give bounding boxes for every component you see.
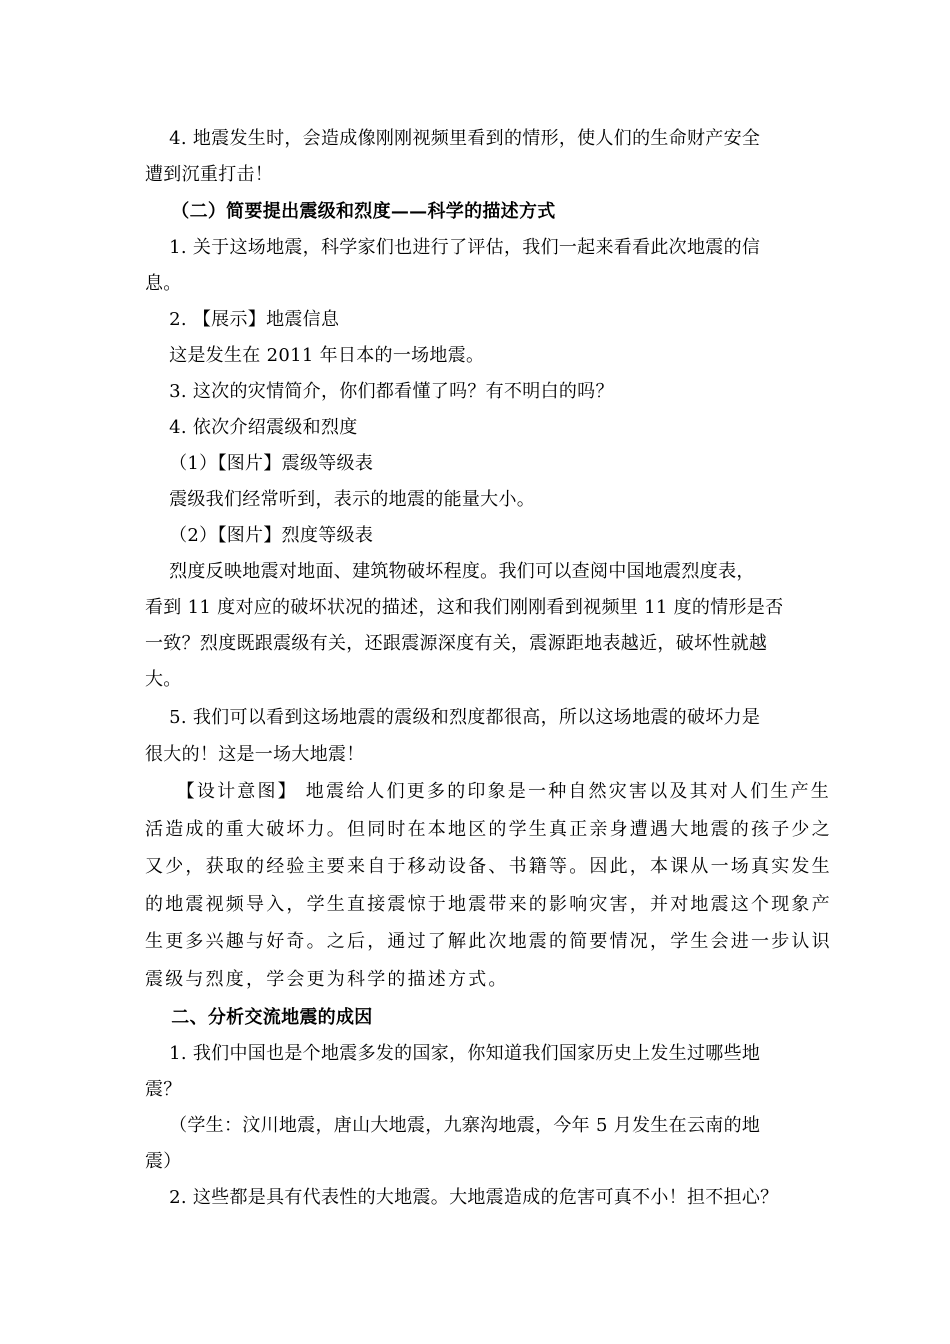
paragraph-line: 一致？烈度既跟震级有关，还跟震源深度有关，震源距地表越近，破坏性就越 — [145, 633, 768, 654]
design-intent-line: 活造成的重大破坏力。但同时在本地区的学生真正亲身遭遇大地震的孩子少之 — [145, 819, 832, 840]
paragraph-line: （1）【图片】震级等级表 — [145, 453, 374, 474]
paragraph-line: 1. 关于这场地震，科学家们也进行了评估，我们一起来看看此次地震的信 — [145, 237, 761, 258]
paragraph-line: 大。 — [145, 669, 182, 690]
design-intent-line: 又少，获取的经验主要来自于移动设备、书籍等。因此，本课从一场真实发生 — [145, 856, 832, 877]
paragraph-line: （学生：汶川地震，唐山大地震，九寨沟地震，今年 5 月发生在云南的地 — [145, 1115, 761, 1136]
paragraph-line: 5. 我们可以看到这场地震的震级和烈度都很高，所以这场地震的破坏力是 — [145, 707, 761, 728]
paragraph-line: （2）【图片】烈度等级表 — [145, 525, 374, 546]
paragraph-line: 震？ — [145, 1079, 182, 1100]
paragraph-line: 震） — [145, 1151, 182, 1172]
paragraph-line: 4. 依次介绍震级和烈度 — [145, 417, 358, 438]
design-intent-line: 生更多兴趣与好奇。之后，通过了解此次地震的简要情况，学生会进一步认识 — [145, 931, 832, 952]
paragraph-line: 2. 【展示】地震信息 — [145, 309, 340, 330]
design-intent-line: 震级与烈度，学会更为科学的描述方式。 — [145, 969, 509, 990]
paragraph-line: 2. 这些都是具有代表性的大地震。大地震造成的危害可真不小！担不担心？ — [145, 1187, 779, 1208]
paragraph-line: 看到 11 度对应的破坏状况的描述，这和我们刚刚看到视频里 11 度的情形是否 — [145, 597, 784, 618]
paragraph-line: 这是发生在 2011 年日本的一场地震。 — [145, 345, 485, 366]
paragraph-line: 烈度反映地震对地面、建筑物破坏程度。我们可以查阅中国地震烈度表， — [145, 561, 755, 582]
section-heading: 二、分析交流地震的成因 — [145, 1007, 373, 1028]
paragraph-line: 息。 — [145, 273, 182, 294]
paragraph-line: 3. 这次的灾情简介，你们都看懂了吗？有不明白的吗？ — [145, 381, 614, 402]
paragraph-line: 遭到沉重打击！ — [145, 164, 274, 185]
paragraph-line: 4. 地震发生时，会造成像刚刚视频里看到的情形，使人们的生命财产安全 — [145, 128, 761, 149]
paragraph-line: 1. 我们中国也是个地震多发的国家，你知道我们国家历史上发生过哪些地 — [145, 1043, 761, 1064]
paragraph-line: 震级我们经常听到，表示的地震的能量大小。 — [145, 489, 536, 510]
paragraph-line: 很大的！这是一场大地震！ — [145, 744, 365, 765]
section-heading: （二）简要提出震级和烈度——科学的描述方式 — [145, 201, 556, 222]
design-intent-line: 的地震视频导入，学生直接震惊于地震带来的影响灾害，并对地震这个现象产 — [145, 894, 832, 915]
design-intent-line: 【设计意图】 地震给人们更多的印象是一种自然灾害以及其对人们生产生 — [145, 781, 832, 802]
